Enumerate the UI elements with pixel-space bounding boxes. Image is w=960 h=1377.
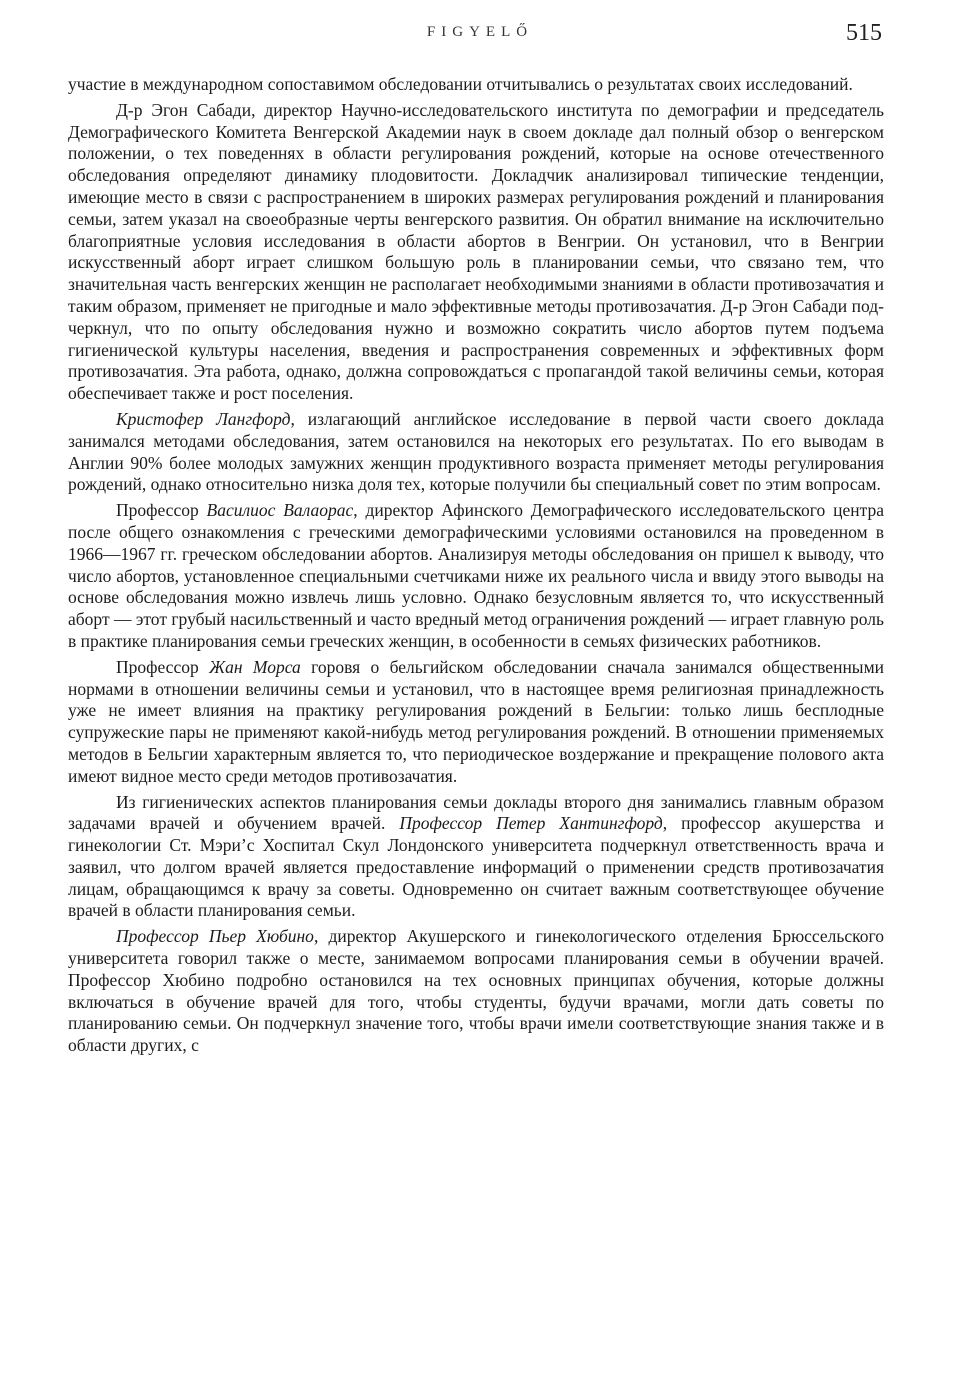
- person-name: Жан Морса: [209, 656, 301, 677]
- paragraph-2-text: Д-р Эгон Сабади, директор Научно-исследовательского института по демографии и председатель Демографического Комитета Венгерской Академии наук в своем докладе дал полный обзор о венгерском положении, о тех поведеннях в области регулирования рождений, которые на основе отечественного обследования определяют динамику плодовитости. Докладчик анализировал типические тенденции, имеющие место в связи с распространением в широких размерах регулирования рождений и планирования семьи, затем указал на своеобразные черты венгерского развития. Он обратил внимание на исключительно благоприятные условия исследования в области абортов в Венгрии. Он установил, что в Венгрии искусственный аборт играет слишком большую роль в планировании семьи, что связано тем, что значительная часть венгерских женщин не располагает необходимыми знаниями в области противозачатия и таким образом, применяет не пригодные и мало эффективные методы противозачатия. Д-р Эгон Сабади подчеркнул, что по опыту обследования нужно и возможно сократить число абортов путем подъема гигиенической культуры населения, введения и распространения современных и эффективных форм противозачатия. Эта работа, однако, должна сопровождаться с пропагандой такой величины семьи, которая обеспечивает также и рост поселения.: [68, 99, 884, 404]
- person-name: Василиос Валаорас: [206, 500, 354, 521]
- paragraph-6: [68, 792, 884, 923]
- paragraph-4-lead: Профессор: [116, 500, 207, 521]
- paragraph-5-text: горовя о бельгийском обследовании сначала занимался общественными нормами в отношении величины семьи и установил, что в настоящее время религиозная принадлежность уже не имеет влияния на практику регулирования рождений в Бельгии: только лишь бесплодные супружеские пары не применяют какой-нибудь метод регулирования рождений. В отношении применяемых методов в Бельгии характерным является то, что периодическое воздержание и прекращение полового акта имеют видное место среди методов противозачатия.: [68, 656, 885, 786]
- paragraph-1: [68, 74, 884, 96]
- paragraph-6-text: , профессор акушерства и гинекологии Ст. Мэри’с Хоспитал Скул Лондонского университета подчеркнул ответственность врача и заявил, что долгом врачей является предоставление информаций о применении средств противозачатия лицам, обращающимся к врачу за советы. Одновременно он считает важным соответствующее обучение врачей в области планирования семьи.: [68, 813, 884, 921]
- running-title: FIGYELŐ: [426, 24, 534, 40]
- paragraph-7-text: , директор Акушерского и гинекологического отделения Брюссельского университета говорил также о месте, занимаемом вопросами планирования семьи в обучении врачей. Профессор Хюбино подробно остановился на тех основных принципах обучения, которые должны включаться в обучение врачей для того, чтобы студенты, будучи врачами, могли дать советы по планированию семьи. Он подчеркнул значение того, чтобы врачи имели соответствующие знания также и в области других, с: [68, 926, 884, 1056]
- paragraph-2: [68, 100, 884, 405]
- paragraph-3-text: , излагающий английское исследование в первой части своего доклада занимался методами обследования, затем остановился на некоторых его результатах. По его выводам в Англии 90% более молодых замужних женщин продуктивного возраста применяет методы регулирования рождений, однако относительно низка доля тех, которые получили бы специальный совет по этим вопросам.: [68, 408, 884, 495]
- paragraph-6-lead: Из гигиенических аспектов планирования семьи доклады второго дня занимались главным образом задачами врачей и обучением врачей.: [68, 791, 884, 834]
- paragraph-3: [68, 409, 884, 496]
- paragraph-7: [68, 926, 884, 1057]
- paragraph-4: [68, 500, 884, 653]
- body-text: [68, 74, 884, 1057]
- paragraph-5-lead: Профессор: [116, 656, 210, 677]
- person-name: Кристофер Лангфорд: [116, 408, 291, 429]
- paragraph-1-text: участие в международном сопоставимом обследовании отчитывались о результатах своих исследований.: [68, 74, 853, 94]
- running-head: [0, 20, 960, 50]
- paragraph-5: [68, 657, 884, 788]
- person-name: Профессор Петер Хантингфорд: [399, 813, 663, 834]
- person-name: Профессор Пьер Хюбино: [116, 926, 314, 947]
- page-number: 515: [846, 20, 882, 46]
- paragraph-4-text: , директор Афинского Демографического исследовательского центра после общего ознакомления с греческими демографическими условиями остановился на проведенном в 1966—1967 гг. греческом обследовании абортов. Анализируя методы обследования он пришел к выводу, что число абортов, установленное специальными счетчиками ниже их реального числа и ввиду этого выводы на основе обследования можно извлечь лишь условно. Однако безусловным является то, что искусственный аборт — этот грубый насильственный и часто вредный метод ограничения рождений — играет главную роль в практике планирования семьи греческих женщин, в особенности в семьях физических работников.: [68, 500, 884, 651]
